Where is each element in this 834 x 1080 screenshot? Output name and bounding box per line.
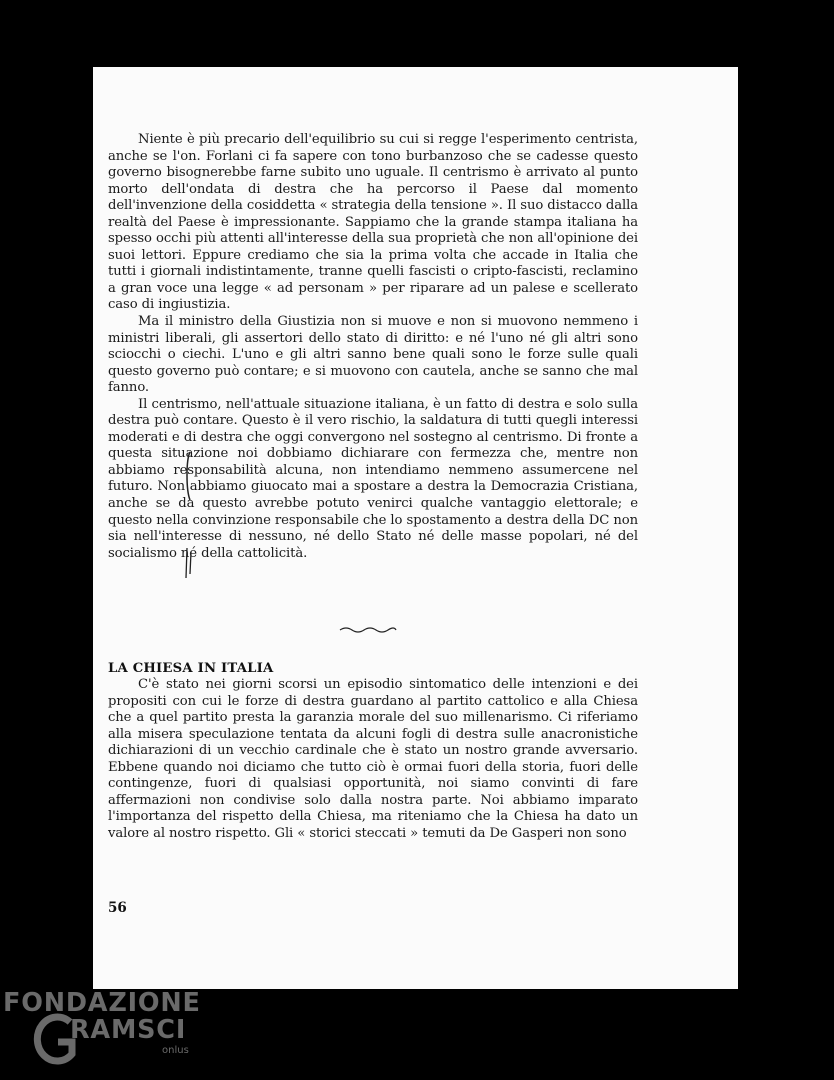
logo-suffix: onlus (162, 1045, 189, 1056)
paragraph-1: Niente è più precario dell'equilibrio su cui si regge l'esperimento centrista, anche se l'on. Forlani ci fa sapere con tono burbanzoso che se cadesse questo governo bisognerebbe farne subito uno uguale. Il centrismo è arrivato al punto morto dell'ondata di destra che ha percorso il Paese dal momento dell'invenzione della cosiddetta « strategia della tensione ». Il suo distacco dalla realtà del Paese è impressionante. Sappiamo che la grande stampa italiana ha spesso occhi più attenti all'interesse della sua proprietà che non all'opinione dei suoi lettori. Eppure crediamo che sia la prima volta che accade in Italia che tutti i giornali indistintamente, tranne quelli fascisti o cripto-fascisti, reclamino a gran voce una legge « ad personam » per riparare ad un palese e scellerato caso di ingiustizia. (108, 132, 638, 313)
page-number: 56 (108, 900, 127, 916)
logo-line-1: FONDAZIONE (3, 988, 201, 1018)
handwritten-underline-icon (338, 625, 398, 635)
handwritten-margin-lines-icon (183, 546, 195, 580)
logo-line-2: RAMSCI (70, 1015, 187, 1045)
section-paragraph-1: C'è stato nei giorni scorsi un episodio sintomatico delle intenzioni e dei propositi con cui le forze di destra guardano al partito cattolico e alla Chiesa che a quel partito presta la garanzia morale del suo millenarismo. Ci riferiamo alla misera speculazione tentata da alcuni fogli di destra sulle anacronistiche dichiarazioni di un vecchio cardinale che è stato un nostro grande avversario. Ebbene quando noi diciamo che tutto ciò è ormai fuori della storia, fuori delle contingenze, fuori di qualsiasi opportunità, noi siamo convinti di fare affermazioni non condivise solo dalla nostra parte. Noi abbiamo imparato l'importanza del rispetto della Chiesa, ma riteniamo che la Chiesa ha dato un valore al nostro rispetto. Gli « storici steccati » temuti da De Gasperi non sono (108, 677, 638, 841)
watermark-logo (0, 988, 220, 1080)
section-heading: LA CHIESA IN ITALIA (108, 661, 274, 676)
body-text-bottom (108, 677, 638, 842)
handwritten-margin-bracket-icon (183, 450, 193, 502)
paragraph-2: Ma il ministro della Giustizia non si muove e non si muovono nemmeno i ministri liberali, gli assertori dello stato di diritto: e né l'uno né gli altri sono sciocchi o ciechi. L'uno e gli altri sanno bene quali sono le forze sulle quali questo governo può contare; e si muovono con cautela, anche se sanno che mal fanno. (108, 314, 638, 396)
paragraph-3: Il centrismo, nell'attuale situazione italiana, è un fatto di destra e solo sulla destra può contare. Questo è il vero rischio, la saldatura di tutti quegli interessi moderati e di destra che oggi convergono nel sostegno al centrismo. Di fronte a questa situazione noi dobbiamo dichiarare con fermezza che, mentre non abbiamo responsabilità alcuna, non intendiamo nemmeno assumercene nel futuro. Non abbiamo giuocato mai a spostare a destra la Democrazia Cristiana, anche se da questo avrebbe potuto venirci qualche vantaggio elettorale; e questo nella convinzione responsabile che lo spostamento a destra della DC non sia nell'interesse di nessuno, né dello Stato né delle masse popolari, né del socialismo né della cattolicità. (108, 396, 638, 561)
